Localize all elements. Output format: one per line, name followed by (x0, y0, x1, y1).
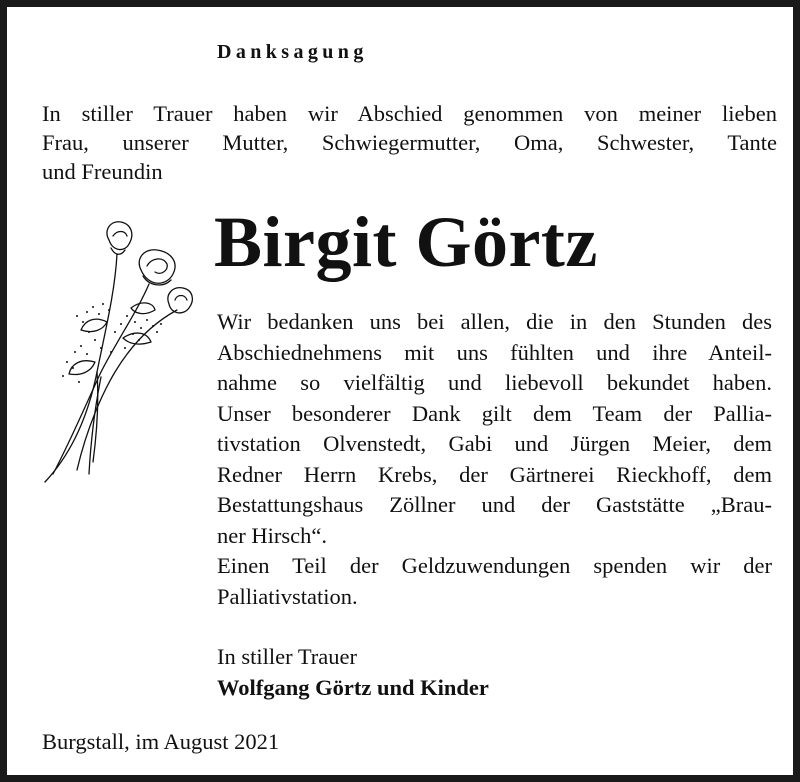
signer-name: Wolfgang Görtz und Kinder (217, 675, 489, 700)
body-line: Einen Teil der Geldzuwendungen spenden wir der (217, 553, 772, 578)
place-date: Burgstall, im August 2021 (42, 729, 280, 754)
body-line: Redner Herrn Krebs, der Gärtnerei Rieckhoff, dem (217, 461, 772, 487)
intro-paragraph (42, 99, 777, 186)
roses-icon (37, 212, 197, 487)
body-line: nahme so vielfältig und liebevoll bekundet haben. (217, 370, 772, 395)
thanks-paragraph (217, 307, 772, 612)
body-line: tivstation Olvenstedt, Gabi und Jürgen Meier, dem (217, 431, 772, 456)
body-line: Unser besonderer Dank gilt dem Team der Pallia- (217, 400, 772, 426)
body-line: ner Hirsch“. (217, 522, 327, 548)
body-line: Palliativstation. (217, 583, 358, 609)
notice-heading: Danksagung (217, 41, 368, 63)
body-line: Abschiednehmens mit uns fühlten und ihre Anteil- (217, 339, 772, 365)
intro-line: Frau, unserer Mutter, Schwiegermutter, Oma, Schwester, Tante (42, 130, 777, 155)
deceased-name: Birgit Görtz (214, 202, 598, 282)
body-line: Wir bedanken uns bei allen, die in den Stunden des (217, 309, 772, 334)
intro-line: In stiller Trauer haben wir Abschied genommen von meiner lieben (42, 101, 777, 126)
body-line: Bestattungshaus Zöllner und der Gaststätte „Brau- (217, 492, 772, 517)
signature-block (217, 641, 489, 703)
closing-line: In stiller Trauer (217, 644, 357, 669)
intro-line: und Freundin (42, 159, 163, 184)
